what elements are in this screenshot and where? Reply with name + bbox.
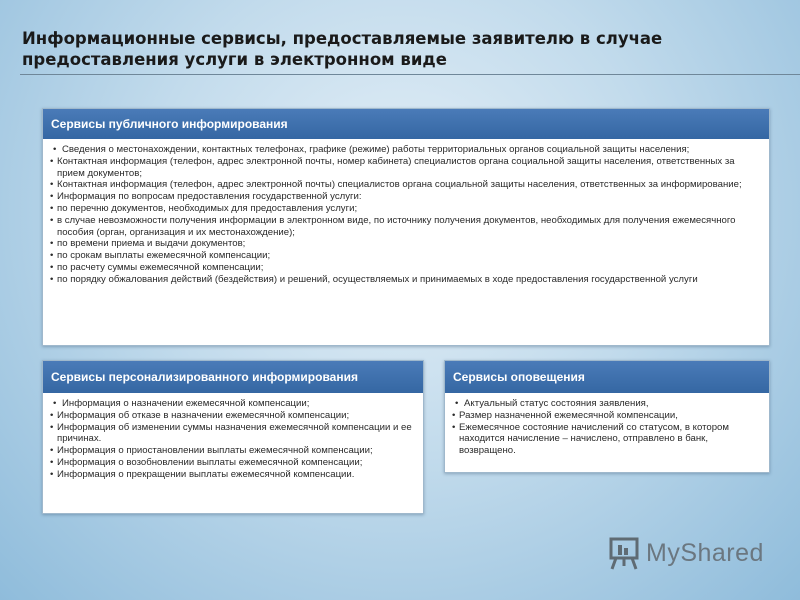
presentation-board-icon xyxy=(608,536,640,570)
list-item: • по расчету суммы ежемесячной компенсации; xyxy=(50,262,761,274)
public-info-list xyxy=(50,144,761,286)
list-item: • Информация об отказе в назначении ежемесячной компенсации; xyxy=(50,410,415,422)
list-item: • Ежемесячное состояние начислений со статусом, в котором находится начисление – начислено, отправлено в банк, возвращено. xyxy=(452,422,761,457)
logo-text: MyShared xyxy=(646,538,764,567)
list-item: • в случае невозможности получения информации в электронном виде, по источнику получения документов, необходимых для получения ежемесячного пособия (орган, организация и их местонахождение); xyxy=(50,215,761,239)
personal-info-panel xyxy=(42,360,424,514)
myshared-logo[interactable] xyxy=(608,536,764,570)
public-info-panel xyxy=(42,108,770,346)
notification-header: Сервисы оповещения xyxy=(445,361,769,393)
list-item: • по порядку обжалования действий (бездействия) и решений, осуществляемых и принимаемых в ходе предоставления государственной услуги xyxy=(50,274,761,286)
list-item: • Информация по вопросам предоставления государственной услуги: xyxy=(50,191,761,203)
list-item: • Контактная информация (телефон, адрес электронной почты, номер кабинета) специалистов органа социальной защиты населения, ответственных за прием документов; xyxy=(50,156,761,180)
list-item: • Сведения о местонахождении, контактных телефонах, графике (режиме) работы территориальных органов социальной защиты населения; xyxy=(50,144,761,156)
list-item: • Информация о прекращении выплаты ежемесячной компенсации. xyxy=(50,469,415,481)
personal-info-list xyxy=(50,398,415,481)
notification-panel xyxy=(444,360,770,473)
list-item: • по срокам выплаты ежемесячной компенсации; xyxy=(50,250,761,262)
list-item: • Актуальный статус состояния заявления, xyxy=(452,398,761,410)
list-item: • по перечню документов, необходимых для предоставления услуги; xyxy=(50,203,761,215)
public-info-header: Сервисы публичного информирования xyxy=(43,109,769,139)
title-divider xyxy=(20,74,800,75)
personal-info-header: Сервисы персонализированного информирования xyxy=(43,361,423,393)
list-item: • по времени приема и выдачи документов; xyxy=(50,238,761,250)
list-item: • Информация о назначении ежемесячной компенсации; xyxy=(50,398,415,410)
list-item: • Размер назначенной ежемесячной компенсации, xyxy=(452,410,761,422)
list-item: • Информация об изменении суммы назначения ежемесячной компенсации и ее причинах. xyxy=(50,422,415,446)
notification-list xyxy=(452,398,761,457)
slide-title: Информационные сервисы, предоставляемые заявителю в случае предоставления услуги в электронном виде xyxy=(22,29,663,69)
list-item: • Контактная информация (телефон, адрес электронной почты) специалистов органа социальной защиты населения, ответственных за информирование; xyxy=(50,179,761,191)
list-item: • Информация о возобновлении выплаты ежемесячной компенсации; xyxy=(50,457,415,469)
list-item: • Информация о приостановлении выплаты ежемесячной компенсации; xyxy=(50,445,415,457)
